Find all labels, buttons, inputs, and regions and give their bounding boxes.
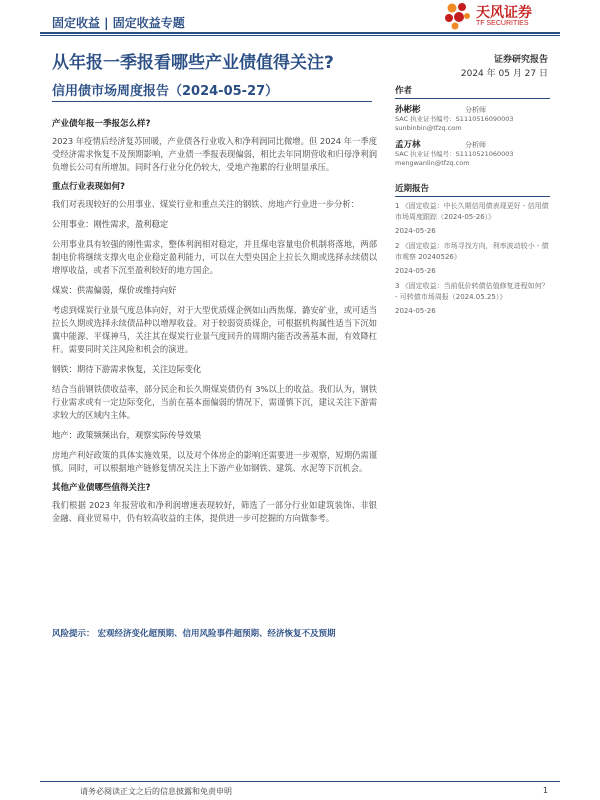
paragraph: 公用事业具有较强的刚性需求，整体利润相对稳定，并且煤电容量电价机制将落地，两部制电价将继续支撑火电企业稳定盈利能力，可以在大型央国企上拉长久期或选择永续债以增厚收益，或者下沉至盈利较好的地方国企。 — [52, 239, 377, 275]
author-card — [395, 138, 550, 168]
header-section-label: 固定收益 | 固定收益专题 — [52, 16, 185, 30]
report-subtitle: 信用债市场周度报告（2024-05-27） — [52, 84, 279, 99]
paragraph: 我们根据 2023 年报营收和净利润增速表现较好，筛选了一部分行业如建筑装饰、非银金融、商业贸易中，仍有较高收益的主体，提供进一步可挖掘的方向做参考。 — [52, 500, 377, 523]
author-role: 分析师 — [465, 106, 486, 114]
recent-report-date: 2024-05-26 — [395, 307, 436, 315]
paragraph: 房地产利好政策的具体实施效果，以及对个体房企的影响还需要进一步观察，短期仍需谨慎。同时，可以根据地产链修复情况关注上下游产业如钢铁、建筑、水泥等下沉机会。 — [52, 450, 377, 473]
recent-report-link[interactable]: 2 《固定收益：市场寻找方向，利率波动较小 - 债市观察 20240526》 — [395, 242, 549, 261]
recent-report-link[interactable]: 3 《固定收益：当前低价转债估值修复进程如何？ - 可转债市场周报（2024.05.25）》 — [395, 282, 549, 301]
logo-english-text: TF SECURITIES — [476, 20, 529, 27]
subheading: 煤炭：供需偏弱，煤价或维持向好 — [52, 285, 177, 295]
author-cert: SAC 执业证书编号：S1110516090003 — [395, 115, 514, 123]
author-role: 分析师 — [465, 141, 486, 149]
sidebar — [395, 84, 550, 321]
logo-text: 天风证券 — [476, 5, 532, 21]
header-divider-thin — [40, 35, 560, 36]
title-divider — [52, 101, 372, 102]
risk-warning: 风险提示： 宏观经济变化超预期、信用风险事件超预期、经济恢复不及预期 — [52, 629, 336, 639]
page-number: 1 — [542, 786, 548, 795]
section-heading: 产业债年报一季报怎么样? — [52, 119, 151, 129]
paragraph: 结合当前钢铁债收益率，部分民企和长久期煤炭债仍有 3%以上的收益。我们认为，钢铁行业需求或有一定边际变化，当前在基本面偏弱的情况下，需谨慎下沉，建议关注下游需求较大的区域内主体。 — [52, 384, 377, 420]
author-name: 孙彬彬 — [395, 105, 421, 115]
recent-report-link[interactable]: 1 《固定收益：中长久期信用债表现更好 - 信用债市场周度跟踪（2024-05-26）》 — [395, 202, 549, 221]
paragraph: 考虑到煤炭行业景气度总体向好，对于大型优质煤企例如山西焦煤、潞安矿业，或可适当拉长久期或选择永续债品种以增厚收益。对于较弱资质煤企，可根据机构属性适当下沉如冀中能源、平煤神马，关注其在煤炭行业景气度回升的周期内能否改善基本面，有效降杠杆。需要同时关注风险和机会的演进。 — [52, 305, 377, 354]
author-email[interactable]: sunbinbin@tfzq.com — [395, 124, 462, 132]
subheading: 钢铁：期待下游需求恢复，关注边际变化 — [52, 364, 202, 374]
paragraph: 我们对表现较好的公用事业、煤炭行业和重点关注的钢铁、房地产行业进一步分析： — [52, 199, 359, 209]
section-heading: 重点行业表现如何? — [52, 182, 125, 192]
author-cert: SAC 执业证书编号：S1110521060003 — [395, 150, 514, 158]
author-email[interactable]: mengwanlin@tfzq.com — [395, 159, 470, 167]
recent-report-date: 2024-05-26 — [395, 227, 436, 235]
subheading: 公用事业：刚性需求，盈利稳定 — [52, 219, 169, 229]
header-divider — [40, 32, 560, 34]
report-type: 证券研究报告 — [493, 55, 548, 65]
page-title: 从年报一季报看哪些产业债值得关注? — [52, 53, 334, 73]
author-card — [395, 103, 550, 133]
author-name: 孟万林 — [395, 140, 421, 150]
footer-divider — [40, 781, 560, 782]
report-date: 2024 年 05 月 27 日 — [460, 69, 548, 79]
authors-heading: 作者 — [395, 84, 550, 99]
recent-reports-heading: 近期报告 — [395, 182, 550, 197]
section-heading: 其他产业债哪些值得关注? — [52, 483, 151, 493]
report-body — [52, 118, 377, 532]
recent-report-date: 2024-05-26 — [395, 267, 436, 275]
subheading: 地产：政策频频出台，观察实际传导效果 — [52, 430, 202, 440]
footer-disclaimer: 请务必阅读正文之后的信息披露和免责申明 — [80, 787, 232, 796]
paragraph: 2023 年疫情后经济复苏回暖，产业债各行业收入和净利润同比微增。但 2024 年一季度受经济需求恢复不及预期影响，产业债一季报表现偏弱，相比去年同期营收和归母净利润负增长公司有所增加。同时各行业分化仍较大，受地产拖累的行业明显承压。 — [52, 136, 377, 172]
